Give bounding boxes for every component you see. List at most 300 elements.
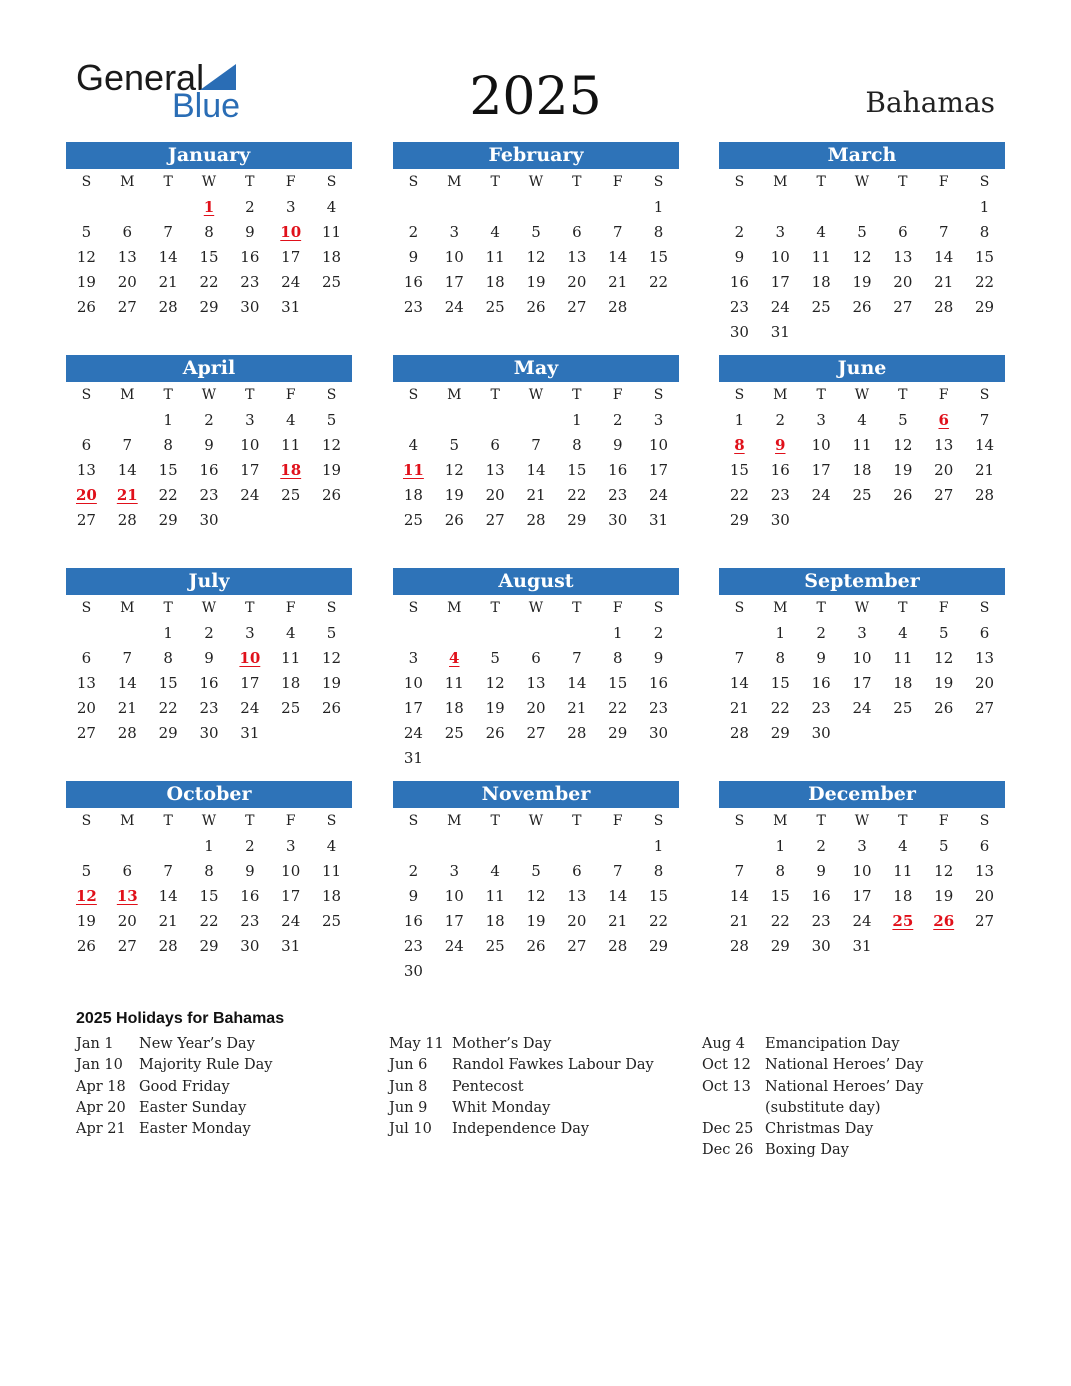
calendar-day: 17 <box>444 273 464 291</box>
calendar-day: 21 <box>567 699 587 717</box>
weekday-label: S <box>979 387 990 403</box>
calendar-day: 10 <box>852 649 872 667</box>
weekday-label: M <box>120 387 135 403</box>
holiday-row <box>389 1055 689 1076</box>
calendar-day: 13 <box>567 887 587 905</box>
calendar-day: 13 <box>975 649 995 667</box>
month-july <box>66 568 352 746</box>
calendar-day: 31 <box>770 323 790 341</box>
weekday-label: W <box>201 600 217 616</box>
holiday-date: Aug 4 <box>702 1036 745 1052</box>
month-days-grid <box>393 169 679 320</box>
weekday-label: W <box>201 813 217 829</box>
month-header: June <box>719 355 1005 382</box>
calendar-day: 9 <box>653 649 664 667</box>
weekday-label: S <box>979 600 990 616</box>
calendar-day: 14 <box>608 248 628 266</box>
calendar-day: 20 <box>567 912 587 930</box>
calendar-day: 16 <box>403 273 423 291</box>
calendar-day: 22 <box>158 486 178 504</box>
calendar-day: 18 <box>281 674 301 692</box>
calendar-day: 3 <box>857 837 867 855</box>
empty-cell <box>719 621 760 646</box>
holiday-row <box>76 1098 376 1119</box>
empty-cell <box>393 621 434 646</box>
weekday-label: S <box>326 813 337 829</box>
calendar-day: 24 <box>852 699 872 717</box>
calendar-day: 14 <box>975 436 995 454</box>
calendar-day: 27 <box>975 912 995 930</box>
holiday-name: Whit Monday <box>452 1099 551 1116</box>
calendar-day: 5 <box>938 624 949 642</box>
calendar-day: 17 <box>403 699 423 717</box>
calendar-day: 15 <box>975 248 995 266</box>
calendar-day: 26 <box>526 937 546 955</box>
holiday-day: 10 <box>239 649 261 667</box>
calendar-day: 25 <box>852 486 872 504</box>
calendar-day: 7 <box>734 649 745 667</box>
calendar-day: 30 <box>770 511 790 529</box>
calendar-day: 11 <box>893 649 913 667</box>
calendar-day: 25 <box>281 486 301 504</box>
calendar-day: 22 <box>729 486 749 504</box>
calendar-day: 29 <box>199 937 219 955</box>
calendar-day: 15 <box>770 887 790 905</box>
calendar-day: 23 <box>199 699 219 717</box>
holiday-day: 20 <box>75 486 97 504</box>
calendar-day: 25 <box>281 699 301 717</box>
empty-cell <box>107 408 148 433</box>
weekday-label: S <box>734 174 745 190</box>
calendar-day: 5 <box>531 862 541 880</box>
holiday-name: Easter Sunday <box>139 1099 247 1116</box>
holiday-date: Oct 12 <box>702 1057 751 1074</box>
empty-cell <box>475 834 516 859</box>
calendar-day: 8 <box>163 649 173 667</box>
calendar-day: 11 <box>322 862 342 880</box>
calendar-day: 28 <box>158 937 178 955</box>
holiday-name: Easter Monday <box>139 1121 251 1138</box>
month-december <box>719 781 1005 959</box>
calendar-day: 5 <box>490 649 500 667</box>
weekday-label: M <box>120 600 135 616</box>
calendar-day: 21 <box>158 273 178 291</box>
calendar-day: 29 <box>199 298 219 316</box>
calendar-day: 10 <box>649 436 669 454</box>
calendar-day: 8 <box>653 223 664 241</box>
calendar-day: 22 <box>770 699 790 717</box>
calendar-day: 29 <box>649 937 669 955</box>
calendar-day: 27 <box>117 937 137 955</box>
calendar-day: 9 <box>204 649 214 667</box>
weekday-label: T <box>245 813 255 829</box>
calendar-day: 15 <box>158 674 178 692</box>
empty-cell <box>66 195 107 220</box>
weekday-label: S <box>653 387 664 403</box>
calendar-day: 16 <box>811 887 831 905</box>
calendar-day: 18 <box>893 674 913 692</box>
holiday-date: Jun 6 <box>389 1057 428 1074</box>
calendar-day: 8 <box>204 862 214 880</box>
month-header: March <box>719 142 1005 169</box>
weekday-label: T <box>572 174 582 190</box>
holiday-date: Jun 9 <box>389 1099 428 1116</box>
calendar-day: 27 <box>526 724 546 742</box>
calendar-day: 14 <box>117 674 137 692</box>
month-days-grid <box>393 382 679 533</box>
weekday-label: W <box>528 600 544 616</box>
calendar-day: 7 <box>163 862 173 880</box>
month-february <box>393 142 679 320</box>
calendar-day: 3 <box>775 223 786 241</box>
weekday-label: W <box>528 387 544 403</box>
calendar-day: 15 <box>567 461 587 479</box>
calendar-day: 21 <box>117 699 137 717</box>
calendar-day: 13 <box>485 461 505 479</box>
holiday-row <box>76 1055 376 1076</box>
empty-cell <box>393 834 434 859</box>
calendar-day: 18 <box>322 887 342 905</box>
calendar-day: 4 <box>285 624 296 642</box>
month-header: December <box>719 781 1005 808</box>
holiday-row <box>389 1077 689 1098</box>
calendar-day: 23 <box>770 486 790 504</box>
calendar-day: 28 <box>158 298 178 316</box>
calendar-day: 15 <box>770 674 790 692</box>
holiday-day: 12 <box>75 887 97 905</box>
calendar-day: 3 <box>408 649 419 667</box>
empty-cell <box>107 834 148 859</box>
calendar-day: 28 <box>117 724 137 742</box>
empty-cell <box>393 408 434 433</box>
empty-cell <box>434 408 475 433</box>
calendar-day: 10 <box>240 436 260 454</box>
empty-cell <box>107 621 148 646</box>
empty-cell <box>516 408 557 433</box>
calendar-day: 20 <box>485 486 505 504</box>
holiday-day: 4 <box>449 649 460 667</box>
calendar-day: 7 <box>612 862 623 880</box>
weekday-label: S <box>734 387 745 403</box>
calendar-day: 4 <box>490 223 500 241</box>
calendar-day: 13 <box>117 248 137 266</box>
calendar-day: 8 <box>572 436 582 454</box>
calendar-day: 6 <box>81 649 92 667</box>
calendar-day: 11 <box>811 248 831 266</box>
calendar-day: 11 <box>852 436 872 454</box>
calendar-day: 19 <box>444 486 464 504</box>
empty-cell <box>801 195 842 220</box>
calendar-day: 8 <box>979 223 990 241</box>
weekday-label: W <box>854 600 870 616</box>
calendar-day: 12 <box>934 862 954 880</box>
calendar-day: 22 <box>608 699 628 717</box>
calendar-day: 14 <box>117 461 137 479</box>
holiday-name: Emancipation Day <box>765 1036 900 1052</box>
calendar-day: 4 <box>408 436 419 454</box>
calendar-day: 15 <box>649 248 669 266</box>
month-october <box>66 781 352 959</box>
calendar-day: 27 <box>485 511 505 529</box>
calendar-day: 25 <box>485 937 505 955</box>
calendar-day: 22 <box>649 273 669 291</box>
calendar-day: 14 <box>729 674 749 692</box>
calendar-day: 30 <box>649 724 669 742</box>
calendar-day: 16 <box>811 674 831 692</box>
calendar-day: 19 <box>76 912 96 930</box>
calendar-day: 5 <box>326 624 337 642</box>
calendar-day: 15 <box>608 674 628 692</box>
weekday-label: S <box>326 174 337 190</box>
calendar-day: 2 <box>204 624 214 642</box>
calendar-day: 2 <box>816 624 826 642</box>
calendar-day: 5 <box>81 862 92 880</box>
calendar-day: 1 <box>612 624 623 642</box>
calendar-day: 15 <box>199 887 219 905</box>
weekday-label: M <box>120 813 135 829</box>
calendar-day: 14 <box>934 248 954 266</box>
holiday-column <box>389 1034 689 1140</box>
calendar-day: 20 <box>117 273 137 291</box>
weekday-label: S <box>326 387 337 403</box>
calendar-day: 9 <box>734 248 745 266</box>
calendar-day: 15 <box>729 461 749 479</box>
calendar-day: 1 <box>204 837 214 855</box>
calendar-day: 8 <box>163 436 173 454</box>
calendar-day: 14 <box>158 887 178 905</box>
calendar-day: 26 <box>893 486 913 504</box>
calendar-day: 4 <box>490 862 500 880</box>
calendar-day: 19 <box>526 912 546 930</box>
weekday-label: F <box>285 813 296 829</box>
holiday-row <box>702 1119 1002 1140</box>
calendar-day: 26 <box>322 699 342 717</box>
calendar-day: 30 <box>811 724 831 742</box>
calendar-day: 6 <box>531 649 541 667</box>
calendar-day: 31 <box>240 724 260 742</box>
weekday-label: S <box>653 600 664 616</box>
calendar-day: 27 <box>934 486 954 504</box>
calendar-day: 12 <box>322 436 342 454</box>
holiday-name: Majority Rule Day <box>139 1057 273 1074</box>
weekday-label: T <box>816 600 826 616</box>
calendar-day: 24 <box>444 937 464 955</box>
empty-cell <box>148 834 189 859</box>
calendar-day: 22 <box>567 486 587 504</box>
calendar-day: 7 <box>163 223 173 241</box>
empty-cell <box>516 621 557 646</box>
month-days-grid <box>66 169 352 320</box>
holiday-day: 10 <box>280 223 302 241</box>
month-days-grid <box>719 382 1005 533</box>
calendar-day: 21 <box>729 699 749 717</box>
weekday-label: S <box>734 813 745 829</box>
calendar-day: 24 <box>281 912 301 930</box>
calendar-day: 11 <box>444 674 464 692</box>
calendar-day: 29 <box>158 724 178 742</box>
weekday-label: S <box>81 813 92 829</box>
holiday-name: Boxing Day <box>765 1142 849 1159</box>
weekday-label: S <box>408 174 419 190</box>
holiday-name: Christmas Day <box>765 1121 874 1138</box>
empty-cell <box>393 195 434 220</box>
calendar-day: 3 <box>816 411 826 429</box>
calendar-day: 28 <box>729 724 749 742</box>
calendar-day: 9 <box>245 223 255 241</box>
weekday-label: T <box>490 600 500 616</box>
month-header: October <box>66 781 352 808</box>
calendar-day: 17 <box>281 887 301 905</box>
calendar-day: 17 <box>240 674 260 692</box>
holiday-date: Apr 20 <box>76 1099 126 1116</box>
weekday-label: S <box>81 387 92 403</box>
calendar-day: 11 <box>322 223 342 241</box>
holiday-name: National Heroes’ Day (substitute day) <box>765 1078 924 1116</box>
calendar-day: 22 <box>770 912 790 930</box>
calendar-day: 18 <box>403 486 423 504</box>
calendar-day: 25 <box>322 273 342 291</box>
weekday-label: F <box>285 174 296 190</box>
calendar-day: 4 <box>898 624 908 642</box>
month-header: July <box>66 568 352 595</box>
calendar-day: 7 <box>979 411 990 429</box>
country-name: Bahamas <box>865 86 995 119</box>
empty-cell <box>719 834 760 859</box>
holiday-name: Good Friday <box>139 1078 230 1095</box>
calendar-day: 23 <box>649 699 669 717</box>
holiday-row <box>389 1119 689 1140</box>
holiday-date: Jan 1 <box>76 1036 114 1052</box>
weekday-label: T <box>245 174 255 190</box>
calendar-day: 17 <box>852 674 872 692</box>
calendar-day: 17 <box>444 912 464 930</box>
calendar-day: 8 <box>775 862 786 880</box>
holiday-day: 8 <box>734 436 745 454</box>
holiday-date: Apr 21 <box>76 1121 126 1138</box>
holiday-name: Pentecost <box>452 1078 524 1095</box>
weekday-label: F <box>285 600 296 616</box>
holiday-row <box>702 1140 1002 1161</box>
empty-cell <box>597 195 638 220</box>
calendar-day: 31 <box>852 937 872 955</box>
empty-cell <box>434 195 475 220</box>
month-header: August <box>393 568 679 595</box>
calendar-day: 30 <box>240 298 260 316</box>
calendar-day: 6 <box>572 862 582 880</box>
calendar-day: 21 <box>526 486 546 504</box>
calendar-day: 12 <box>934 649 954 667</box>
month-header: April <box>66 355 352 382</box>
calendar-day: 4 <box>857 411 867 429</box>
calendar-day: 26 <box>852 298 872 316</box>
calendar-day: 30 <box>403 962 423 980</box>
calendar-day: 23 <box>240 912 260 930</box>
calendar-day: 19 <box>76 273 96 291</box>
calendar-day: 5 <box>938 837 949 855</box>
calendar-day: 6 <box>979 624 990 642</box>
calendar-day: 29 <box>729 511 749 529</box>
calendar-day: 16 <box>199 461 219 479</box>
weekday-label: T <box>245 600 255 616</box>
calendar-day: 5 <box>531 223 541 241</box>
calendar-day: 2 <box>408 223 419 241</box>
month-header: May <box>393 355 679 382</box>
calendar-day: 3 <box>857 624 867 642</box>
calendar-day: 28 <box>567 724 587 742</box>
calendar-day: 28 <box>975 486 995 504</box>
holiday-column <box>76 1034 376 1140</box>
calendar-day: 18 <box>322 248 342 266</box>
calendar-day: 18 <box>485 912 505 930</box>
empty-cell <box>556 621 597 646</box>
calendar-day: 13 <box>975 862 995 880</box>
month-june <box>719 355 1005 533</box>
calendar-day: 9 <box>816 649 826 667</box>
calendar-day: 17 <box>281 248 301 266</box>
calendar-day: 9 <box>408 248 419 266</box>
calendar-day: 11 <box>485 248 505 266</box>
page-title-year: 2025 <box>469 67 602 127</box>
calendar-day: 13 <box>76 461 96 479</box>
calendar-day: 24 <box>811 486 831 504</box>
holiday-row <box>76 1034 376 1055</box>
calendar-day: 16 <box>608 461 628 479</box>
empty-cell <box>148 195 189 220</box>
calendar-day: 18 <box>444 699 464 717</box>
calendar-day: 11 <box>281 436 301 454</box>
calendar-day: 11 <box>485 887 505 905</box>
holiday-date: Apr 18 <box>76 1078 126 1095</box>
calendar-day: 28 <box>608 298 628 316</box>
weekday-label: F <box>612 387 623 403</box>
weekday-label: F <box>938 813 949 829</box>
calendar-day: 28 <box>729 937 749 955</box>
calendar-day: 22 <box>975 273 995 291</box>
weekday-label: T <box>490 813 500 829</box>
calendar-day: 7 <box>531 436 541 454</box>
holiday-name: New Year’s Day <box>139 1036 255 1052</box>
calendar-day: 5 <box>326 411 337 429</box>
month-days-grid <box>719 595 1005 746</box>
calendar-day: 15 <box>158 461 178 479</box>
calendar-day: 26 <box>76 937 96 955</box>
calendar-day: 12 <box>893 436 913 454</box>
calendar-day: 7 <box>612 223 623 241</box>
month-may <box>393 355 679 533</box>
calendar-day: 2 <box>734 223 745 241</box>
weekday-label: T <box>898 600 908 616</box>
calendar-day: 1 <box>775 624 786 642</box>
month-november <box>393 781 679 984</box>
calendar-day: 24 <box>403 724 423 742</box>
calendar-day: 12 <box>444 461 464 479</box>
calendar-day: 26 <box>322 486 342 504</box>
calendar-day: 10 <box>444 248 464 266</box>
weekday-label: T <box>245 387 255 403</box>
calendar-day: 4 <box>326 198 337 216</box>
holiday-row <box>389 1034 689 1055</box>
empty-cell <box>882 195 923 220</box>
calendar-day: 19 <box>934 887 954 905</box>
empty-cell <box>556 834 597 859</box>
holiday-date: Jun 8 <box>389 1078 428 1095</box>
weekday-label: T <box>163 813 173 829</box>
calendar-day: 17 <box>811 461 831 479</box>
weekday-label: T <box>816 174 826 190</box>
calendar-day: 26 <box>934 699 954 717</box>
calendar-day: 15 <box>649 887 669 905</box>
holiday-name: National Heroes’ Day <box>765 1057 924 1074</box>
